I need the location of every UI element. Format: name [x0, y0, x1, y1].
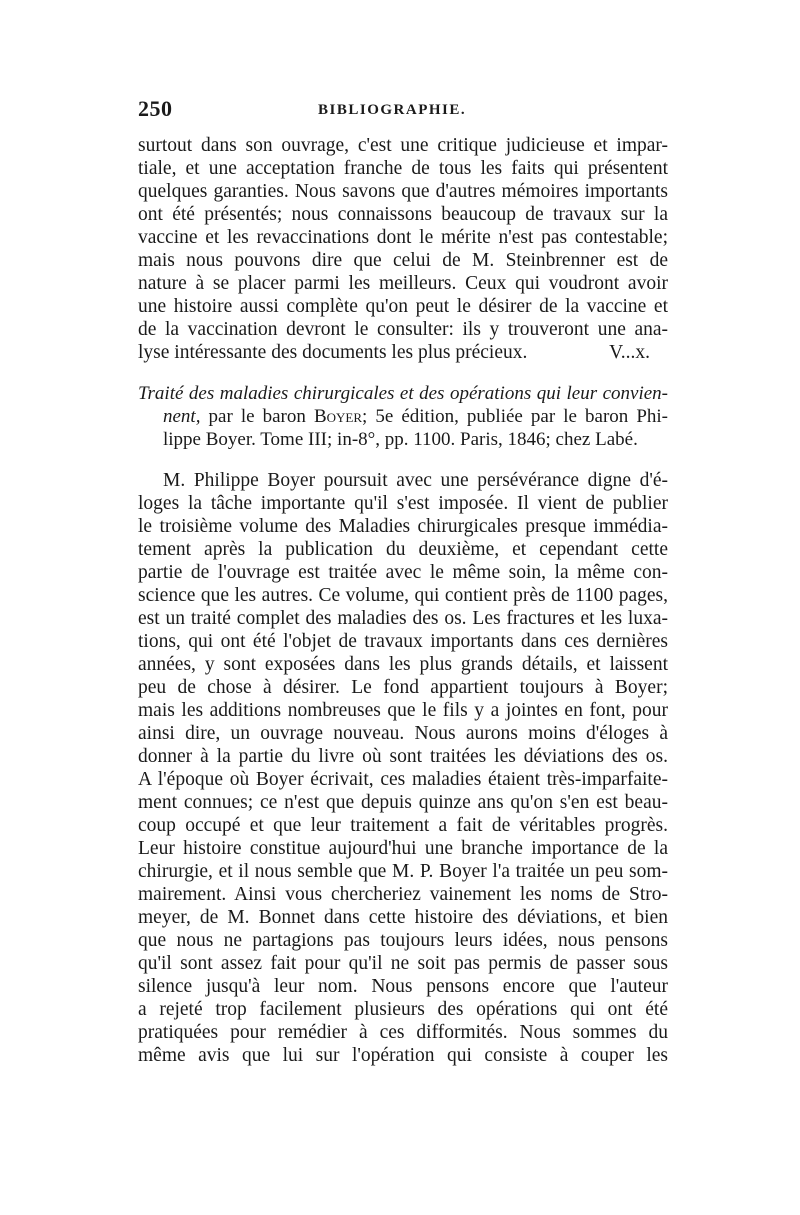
review-body: [138, 469, 668, 1067]
text-line: ainsi dire, un ouvrage nouveau. Nous aurons moins d'éloges à: [138, 723, 668, 744]
reviewer-signature: V...x.: [609, 342, 650, 363]
text-line: nature à se placer parmi les meilleurs. Ceux qui voudront avoir: [138, 273, 668, 294]
publication-info: lippe Boyer. Tome III; in-8°, pp. 1100. Paris, 1846; chez Labé.: [163, 429, 638, 450]
text-line: Leur histoire constitue aujourd'hui une branche importance de la: [138, 838, 668, 859]
text-line: a rejeté trop facilement plusieurs des opérations qui ont été: [138, 999, 668, 1020]
book-page: [138, 96, 668, 1067]
text-line: pratiquées pour remédier à ces difformités. Nous sommes du: [138, 1022, 668, 1043]
text-line: le troisième volume des Maladies chirurgicales presque immédia-: [138, 516, 668, 537]
author-prefix: par le baron: [200, 406, 314, 427]
running-head: [138, 96, 668, 126]
text-line: qu'il sont assez fait pour qu'il ne soit pas permis de passer sous: [138, 953, 668, 974]
text-line: M. Philippe Boyer poursuit avec une persévérance digne d'é-: [163, 470, 668, 491]
author-name: Boyer: [313, 406, 363, 427]
text-line: de la vaccination devront le consulter: ils y trouveront une ana-: [138, 319, 668, 340]
text-line: meyer, de M. Bonnet dans cette histoire des déviations, et bien: [138, 907, 668, 928]
review-heading: [138, 382, 668, 451]
text-line: coup occupé et que leur traitement a fait de véritables progrès.: [138, 815, 668, 836]
text-line: tement après la publication du deuxième, et cependant cette: [138, 539, 668, 560]
text-line: donner à la partie du livre où sont traitées les déviations des os.: [138, 746, 668, 767]
continuation-paragraph: [138, 134, 668, 364]
text-line: A l'époque où Boyer écrivait, ces maladies étaient très-imparfaite-: [138, 769, 668, 790]
text-line: chirurgie, et il nous semble que M. P. Boyer l'a traitée un peu som-: [138, 861, 668, 882]
book-title-line: [138, 405, 668, 428]
closing-text: lyse intéressante des documents les plus précieux.: [138, 342, 528, 363]
text-line: mairement. Ainsi vous chercheriez vainement les noms de Stro-: [138, 884, 668, 905]
text-line: peu de chose à désirer. Le fond appartient toujours à Boyer;: [138, 677, 668, 698]
text-line: est un traité complet des maladies des os. Les fractures et les luxa-: [138, 608, 668, 629]
closing-line: [138, 341, 668, 364]
text-line: tions, qui ont été l'objet de travaux importants dans ces dernières: [138, 631, 668, 652]
text-line: partie de l'ouvrage est traitée avec le même soin, la même con-: [138, 562, 668, 583]
edition-info: ; 5e édition, publiée par le baron Phi-: [362, 406, 669, 427]
text-line: surtout dans son ouvrage, c'est une critique judicieuse et impar-: [138, 135, 668, 156]
text-line: loges la tâche importante qu'il s'est imposée. Il vient de publier: [138, 493, 668, 514]
text-line: même avis que lui sur l'opération qui consiste à couper les: [138, 1045, 668, 1066]
text-line: science que les autres. Ce volume, qui contient près de 1100 pages,: [138, 585, 668, 606]
text-line: silence jusqu'à leur nom. Nous pensons encore que l'auteur: [138, 976, 668, 997]
book-title-end: nent,: [163, 406, 201, 427]
text-line: mais nous pouvons dire que celui de M. Steinbrenner est de: [138, 250, 668, 271]
text-line: tiale, et une acceptation franche de tous les faits qui présentent: [138, 158, 668, 179]
text-line: que nous ne partagions pas toujours leurs idées, nous pensons: [138, 930, 668, 951]
text-line: une histoire aussi complète qu'on peut le désirer de la vaccine et: [138, 296, 668, 317]
text-line: années, y sont exposées dans les plus grands détails, et laissent: [138, 654, 668, 675]
page-number: 250: [138, 96, 173, 121]
book-title-line: [138, 382, 668, 405]
text-line: quelques garanties. Nous savons que d'autres mémoires importants: [138, 181, 668, 202]
text-line: vaccine et les revaccinations dont le mérite n'est pas contestable;: [138, 227, 668, 248]
book-title: Traité des maladies chirurgicales et des opérations qui leur convien-: [138, 383, 668, 404]
text-line: ment connues; ce n'est que depuis quinze ans qu'on s'en est beau-: [138, 792, 668, 813]
running-title: BIBLIOGRAPHIE.: [318, 102, 467, 118]
text-line: ont été présentés; nous connaissons beaucoup de travaux sur la: [138, 204, 668, 225]
text-line: mais les additions nombreuses que le fils y a jointes en font, pour: [138, 700, 668, 721]
